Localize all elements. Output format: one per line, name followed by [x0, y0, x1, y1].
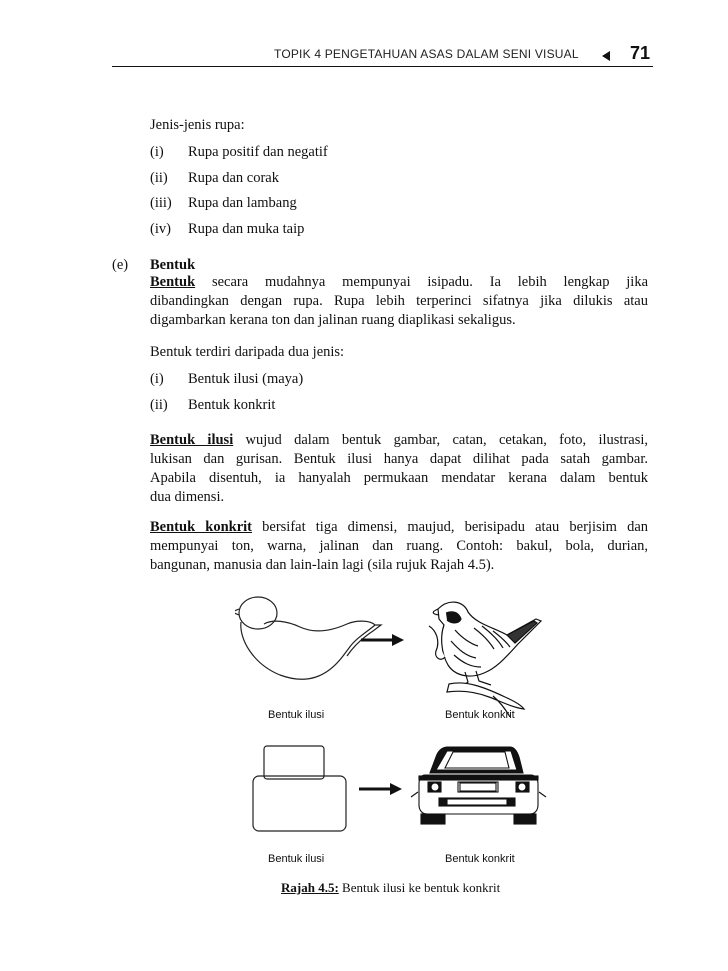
list-item-text: Rupa dan lambang: [188, 195, 297, 211]
paragraph-line: secara mudahnya mempunyai isipadu. Ia lebih lengkap jika: [195, 274, 648, 290]
bentuk-types-intro: Bentuk terdiri daripada dua jenis:: [150, 344, 345, 360]
paragraph-line: lukisan dan gurisan. Bentuk ilusi hanya dapat dilihat pada satah gambar.: [150, 451, 648, 467]
figure-caption-text: Bentuk ilusi ke bentuk konkrit: [338, 880, 501, 895]
list-item-text: Bentuk konkrit: [188, 397, 276, 413]
bird-detailed-icon: [429, 602, 541, 717]
car-detailed-icon: [411, 747, 546, 824]
konkrit-paragraph: [150, 518, 648, 575]
bentuk-paragraph: [150, 273, 648, 330]
list-item-number: (ii): [150, 397, 168, 413]
section-label: (e): [112, 257, 129, 273]
rupa-intro: Jenis-jenis rupa:: [150, 117, 245, 133]
list-item-number: (iii): [150, 195, 172, 211]
list-item-number: (ii): [150, 170, 168, 186]
list-item-number: (iv): [150, 221, 171, 237]
list-item-text: Bentuk ilusi (maya): [188, 371, 304, 387]
page-number: 71: [630, 43, 651, 63]
arrow-right-icon: [359, 783, 402, 795]
running-header-title: TOPIK 4 PENGETAHUAN ASAS DALAM SENI VISUAL: [274, 47, 579, 61]
figure-label: Bentuk konkrit: [445, 853, 515, 865]
bird-outline-icon: [235, 597, 381, 679]
list-item-number: (i): [150, 144, 164, 160]
section-heading: Bentuk: [150, 257, 196, 273]
paragraph-line: wujud dalam bentuk gambar, catan, cetakan, foto, ilustrasi,: [233, 432, 648, 448]
figure-caption: [281, 880, 500, 896]
paragraph-line: bersifat tiga dimensi, maujud, berisipadu atau berjisim dan: [252, 519, 648, 535]
term-bentuk-ilusi: Bentuk ilusi: [150, 432, 234, 448]
list-item-text: Rupa dan corak: [188, 170, 279, 186]
figure-label: Bentuk ilusi: [268, 853, 325, 865]
list-item-text: Rupa dan muka taip: [188, 221, 305, 237]
paragraph-line: bangunan, manusia dan lain-lain lagi (sila rujuk Rajah 4.5).: [150, 557, 495, 573]
arrow-right-icon: [361, 634, 404, 646]
header-divider: [112, 66, 653, 67]
figure-label: Bentuk konkrit: [445, 709, 515, 721]
paragraph-line: dibandingkan dengan rupa. Rupa lebih terperinci sifatnya jika dilukis atau: [150, 293, 648, 309]
car-outline-icon: [253, 746, 346, 831]
paragraph-line: Apabila disentuh, ia hanyalah permukaan mendatar kerana dalam bentuk: [150, 470, 648, 486]
list-item-number: (i): [150, 371, 164, 387]
paragraph-line: mempunyai ton, warna, jalinan dan ruang. Contoh: bakul, bola, durian,: [150, 538, 648, 554]
term-bentuk: Bentuk: [150, 274, 196, 290]
paragraph-line: digambarkan kerana ton dan jalinan ruang diaplikasi sekaligus.: [150, 312, 516, 328]
figure-caption-label: Rajah 4.5:: [281, 880, 339, 895]
triangle-left-icon: [602, 51, 610, 61]
ilusi-paragraph: [150, 431, 648, 507]
figure-label: Bentuk ilusi: [268, 709, 325, 721]
paragraph-line: dua dimensi.: [150, 489, 225, 505]
list-item-text: Rupa positif dan negatif: [188, 144, 328, 160]
figure-rajah-4-5: [235, 589, 566, 869]
running-header: [112, 43, 653, 66]
term-bentuk-konkrit: Bentuk konkrit: [150, 519, 253, 535]
